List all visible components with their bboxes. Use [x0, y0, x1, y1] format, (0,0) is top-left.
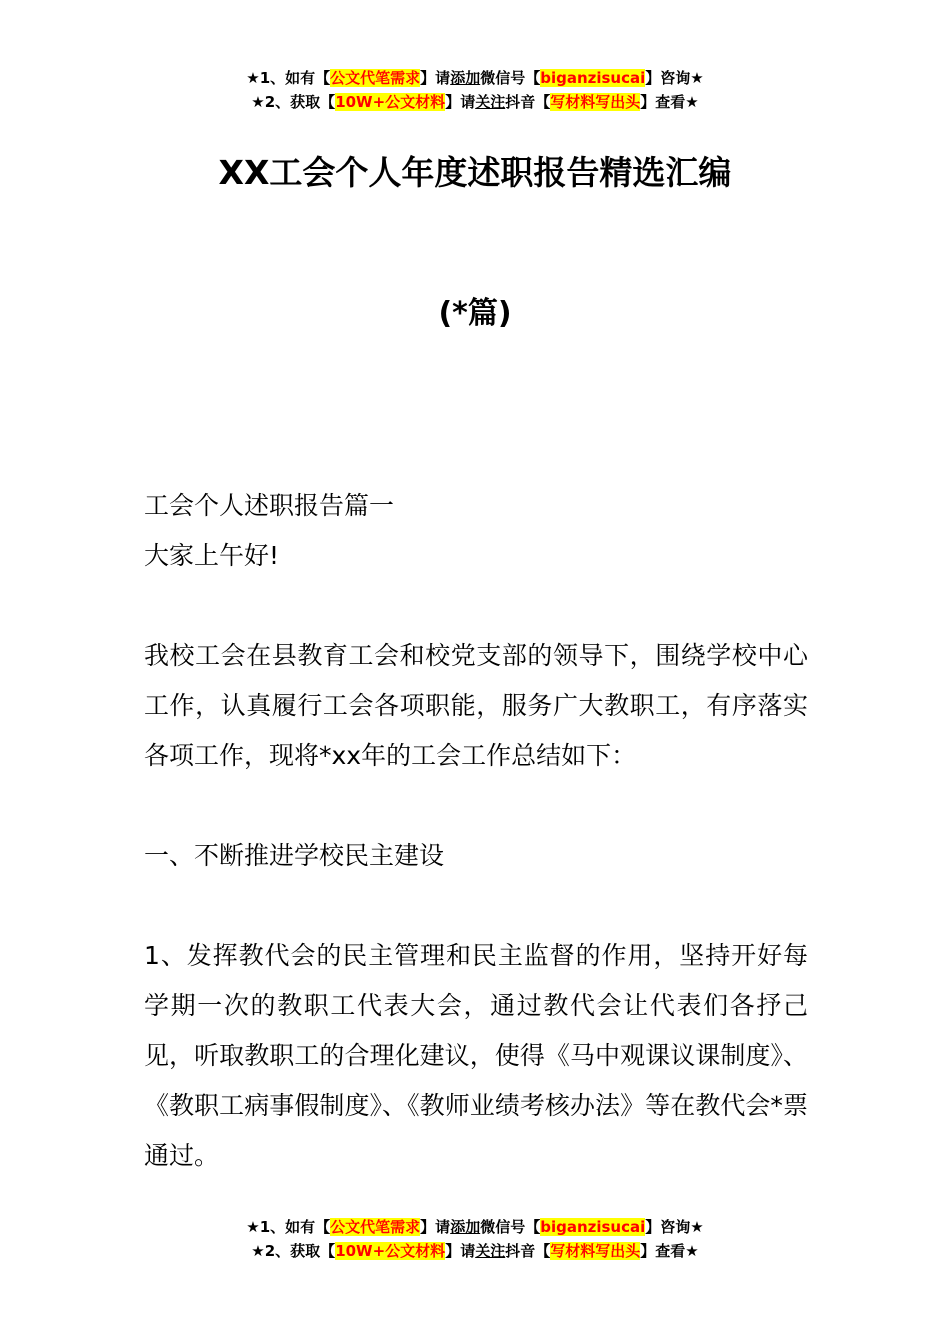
banner-highlight: biganzisucai [540, 1218, 646, 1236]
spacer [144, 581, 808, 631]
banner-underlined-text: 关注 [475, 1242, 506, 1260]
document-subtitle: (*篇) [438, 296, 512, 331]
greeting: 大家上午好! [144, 541, 280, 570]
banner-text: 】请 [445, 1242, 476, 1260]
banner-text: 微信号【 [480, 1218, 541, 1236]
banner-highlight: 公文代笔需求 [330, 1218, 421, 1236]
banner-text: ★2、获取【 [251, 93, 336, 111]
document-body [144, 481, 808, 1181]
banner-underlined-text: 关注 [475, 93, 506, 111]
header-banner-line-1 [0, 66, 950, 90]
spacer [144, 881, 808, 931]
banner-text: 】请 [420, 69, 451, 87]
subheading-democracy: 一、不断推进学校民主建设 [144, 841, 445, 870]
banner-highlight: biganzisucai [540, 69, 646, 87]
banner-text: 】咨询★ [645, 1218, 704, 1236]
banner-text: 】请 [445, 93, 476, 111]
banner-text: 抖音【 [505, 1242, 551, 1260]
banner-highlight: 10W+公文材料 [335, 93, 446, 111]
header-banner-line-2 [0, 90, 950, 114]
banner-highlight: 写材料写出头 [550, 1242, 641, 1260]
banner-text: ★1、如有【 [246, 1218, 331, 1236]
document-title: XX工会个人年度述职报告精选汇编 [218, 153, 732, 192]
banner-highlight: 10W+公文材料 [335, 1242, 446, 1260]
footer-banner-line-2 [0, 1239, 950, 1263]
banner-text: ★2、获取【 [251, 1242, 336, 1260]
banner-text: 】请 [420, 1218, 451, 1236]
section-heading: 工会个人述职报告篇一 [144, 491, 395, 520]
footer-banner [0, 1215, 950, 1263]
banner-text: 微信号【 [480, 69, 541, 87]
spacer [144, 781, 808, 831]
banner-underlined-text: 添加 [450, 69, 481, 87]
banner-text: 抖音【 [505, 93, 551, 111]
banner-text: 】查看★ [640, 1242, 699, 1260]
paragraph-intro: 我校工会在县教育工会和校党支部的领导下，围绕学校中心工作，认真履行工会各项职能，服务广大教职工，有序落实各项工作，现将*xx年的工会工作总结如下： [144, 641, 808, 770]
banner-highlight: 写材料写出头 [550, 93, 641, 111]
footer-banner-line-1 [0, 1215, 950, 1239]
paragraph-item-1: 1、发挥教代会的民主管理和民主监督的作用，坚持开好每学期一次的教职工代表大会，通过教代会让代表们各抒己见，听取教职工的合理化建议，使得《马中观课议课制度》、《教职工病事假制度》、《教师业绩考核办法》等在教代会*票通过。 [144, 941, 808, 1170]
header-banner [0, 66, 950, 114]
banner-underlined-text: 添加 [450, 1218, 481, 1236]
banner-text: 】查看★ [640, 93, 699, 111]
banner-text: 】咨询★ [645, 69, 704, 87]
banner-highlight: 公文代笔需求 [330, 69, 421, 87]
banner-text: ★1、如有【 [246, 69, 331, 87]
